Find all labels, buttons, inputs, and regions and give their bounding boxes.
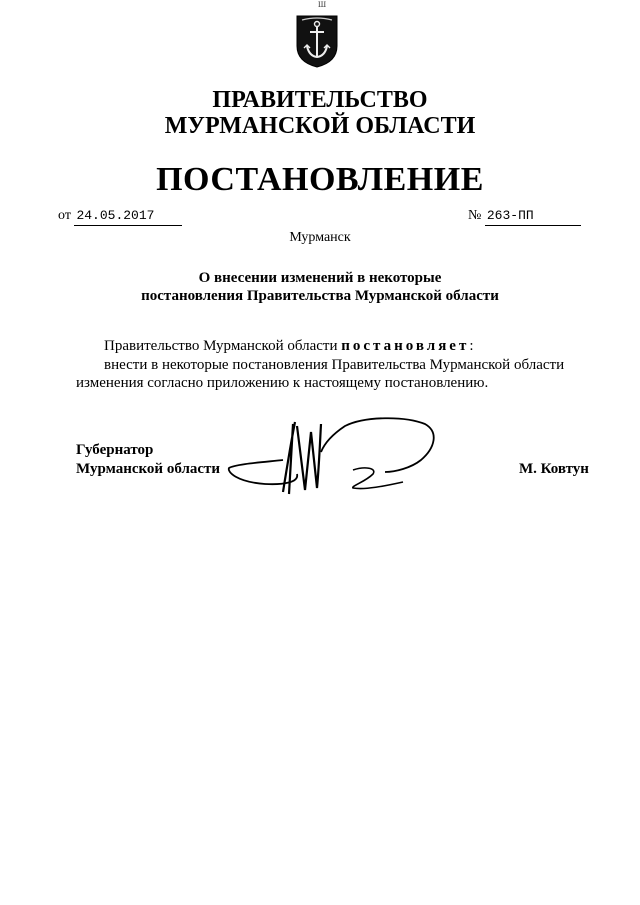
government-name-line1: ПРАВИТЕЛЬСТВО	[212, 87, 428, 113]
date-prefix: от	[58, 208, 71, 223]
city: Мурманск	[289, 230, 351, 245]
subject-line1: О внесении изменений в некоторые	[198, 270, 442, 286]
murmansk-coat-of-arms-icon	[294, 12, 340, 68]
subject-line2: постановления Правительства Мурманской области	[141, 288, 499, 304]
number-block	[468, 207, 581, 226]
number-value: 263-ПП	[485, 207, 581, 226]
body-line3: изменения согласно приложению к настоящему постановлению.	[76, 375, 489, 391]
body-line1	[104, 337, 474, 356]
body-line1-end: :	[469, 338, 474, 354]
signatory-title-line1: Губернатор	[76, 442, 154, 458]
signatory-name: М. Ковтун	[519, 461, 589, 477]
body-line2: внести в некоторые постановления Правительства Мурманской области	[104, 357, 565, 373]
date-value: 24.05.2017	[74, 207, 182, 226]
government-name-line2: МУРМАНСКОЙ ОБЛАСТИ	[164, 113, 476, 139]
signatory-title-line2: Мурманской области	[76, 461, 221, 477]
document-type-title: ПОСТАНОВЛЕНИЕ	[156, 161, 484, 198]
body-line1-start: Правительство Мурманской области	[104, 338, 342, 354]
decree-word: постановляет	[341, 338, 470, 354]
date-block	[58, 207, 182, 226]
handwritten-signature-icon	[225, 412, 445, 502]
page-mark: Ш	[318, 0, 327, 9]
number-prefix: №	[468, 208, 482, 223]
